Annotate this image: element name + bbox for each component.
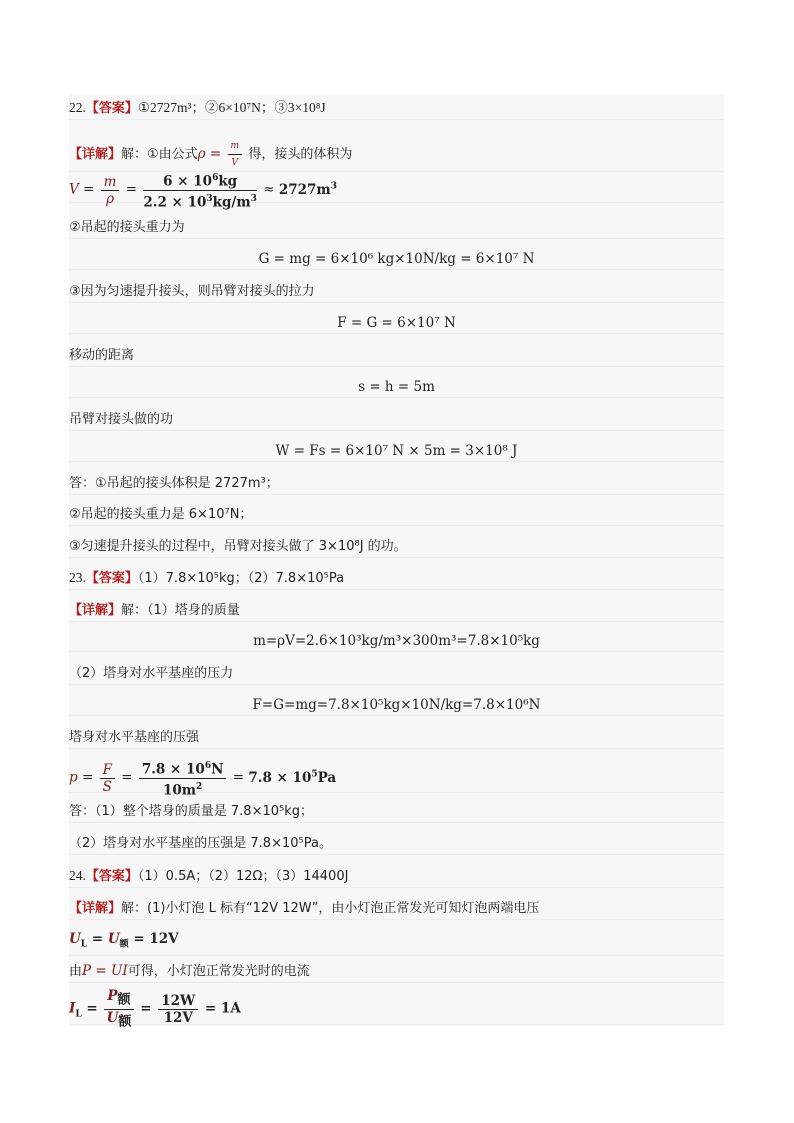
current-heading: 由P = UI可得，小灯泡正常发光时的电流 — [69, 961, 724, 983]
pressure-heading: 塔身对水平基座的压强 — [69, 728, 724, 749]
answer-text: （1）7.8×10⁵kg；（2）7.8×10⁵Pa — [137, 571, 345, 586]
tension-heading: ③因为匀速提升接头，则吊臂对接头的拉力 — [69, 282, 724, 303]
detail-text: 解：（1）塔身的质量 — [121, 603, 240, 618]
q24-answer-line — [69, 866, 724, 888]
q23-conclusion-1: 答：（1）整个塔身的质量是 7.8×10⁵kg； — [69, 802, 724, 823]
q22-conclusion-2: ②吊起的接头重力是 6×10⁷N； — [69, 505, 724, 526]
pressure-force-formula: F=G=mg=7.8×10⁵kg×10N/kg=7.8×10⁶N — [69, 695, 724, 716]
answer-text: ①2727m³；②6×10⁷N；③3×10⁸J — [137, 100, 326, 115]
answer-tag: 【答案】 — [85, 869, 138, 884]
detail-text-2: 得，接头的体积为 — [248, 147, 353, 162]
volume-formula: V = $\frac{m}{\rho}$ = $\frac{6 \times 10^6kg}{2.2 \times 10^3kg/m^3}$ ≈ $2727m^3$ — [69, 170, 724, 203]
q22-conclusion-3: ③匀速提升接头的过程中，吊臂对接头做了 3×10⁸J 的功。 — [69, 537, 724, 558]
q24-detail-line — [69, 898, 724, 920]
detail-tag: 【详解】 — [69, 901, 122, 916]
detail-tag: 【详解】 — [69, 603, 122, 618]
question-number: 23. — [69, 570, 86, 585]
pressure-force-heading: （2）塔身对水平基座的压力 — [69, 664, 724, 685]
work-formula: W = Fs = 6×10⁷ N × 5m = 3×10⁸ J — [69, 441, 724, 462]
detail-text: 解：①由公式 — [121, 147, 198, 162]
question-number: 24. — [69, 868, 86, 883]
q23-answer-line — [69, 568, 724, 590]
q22-conclusion-1: 答：①吊起的接头体积是 2727m³； — [69, 474, 724, 495]
distance-formula: s = h = 5m — [69, 377, 724, 398]
voltage-formula: $U_L = U_额 = 12V$ — [69, 929, 724, 956]
tension-formula: F = G = 6×10⁷ N — [69, 313, 724, 334]
question-number: 22. — [69, 100, 86, 115]
q23-conclusion-2: （2）塔身对水平基座的压强是 7.8×10⁵Pa。 — [69, 834, 724, 855]
detail-tag: 【详解】 — [69, 147, 122, 162]
answer-tag: 【答案】 — [85, 571, 138, 586]
current-formula: $I_L$ = $\frac{P_额}{U_额}$ = $\frac{12W}{12V}$ = 1A — [69, 988, 724, 1025]
q22-detail-line — [69, 138, 724, 172]
q22-answer-line — [69, 98, 724, 120]
density-formula: ρ = $\frac{m}{V}$ — [198, 146, 244, 162]
work-heading: 吊臂对接头做的功 — [69, 410, 724, 431]
distance-heading: 移动的距离 — [69, 346, 724, 367]
detail-text: 解：(1)小灯泡 L 标有“12V 12W”，由小灯泡正常发光可知灯泡两端电压 — [121, 901, 540, 916]
pressure-formula: p = $\frac{F}{S}$ = $\frac{7.8 \times 10^6N}{10m^2}$ = $7.8 \times 10^5Pa$ — [69, 756, 724, 793]
gravity-heading: ②吊起的接头重力为 — [69, 218, 724, 239]
answer-tag: 【答案】 — [85, 101, 138, 116]
mass-formula: m=ρV=2.6×10³kg/m³×300m³=7.8×10⁵kg — [69, 631, 724, 652]
q23-detail-line — [69, 600, 724, 622]
gravity-formula: G = mg = 6×10⁶ kg×10N/kg = 6×10⁷ N — [69, 249, 724, 270]
answer-text: （1）0.5A；（2）12Ω；（3）14400J — [137, 869, 349, 884]
